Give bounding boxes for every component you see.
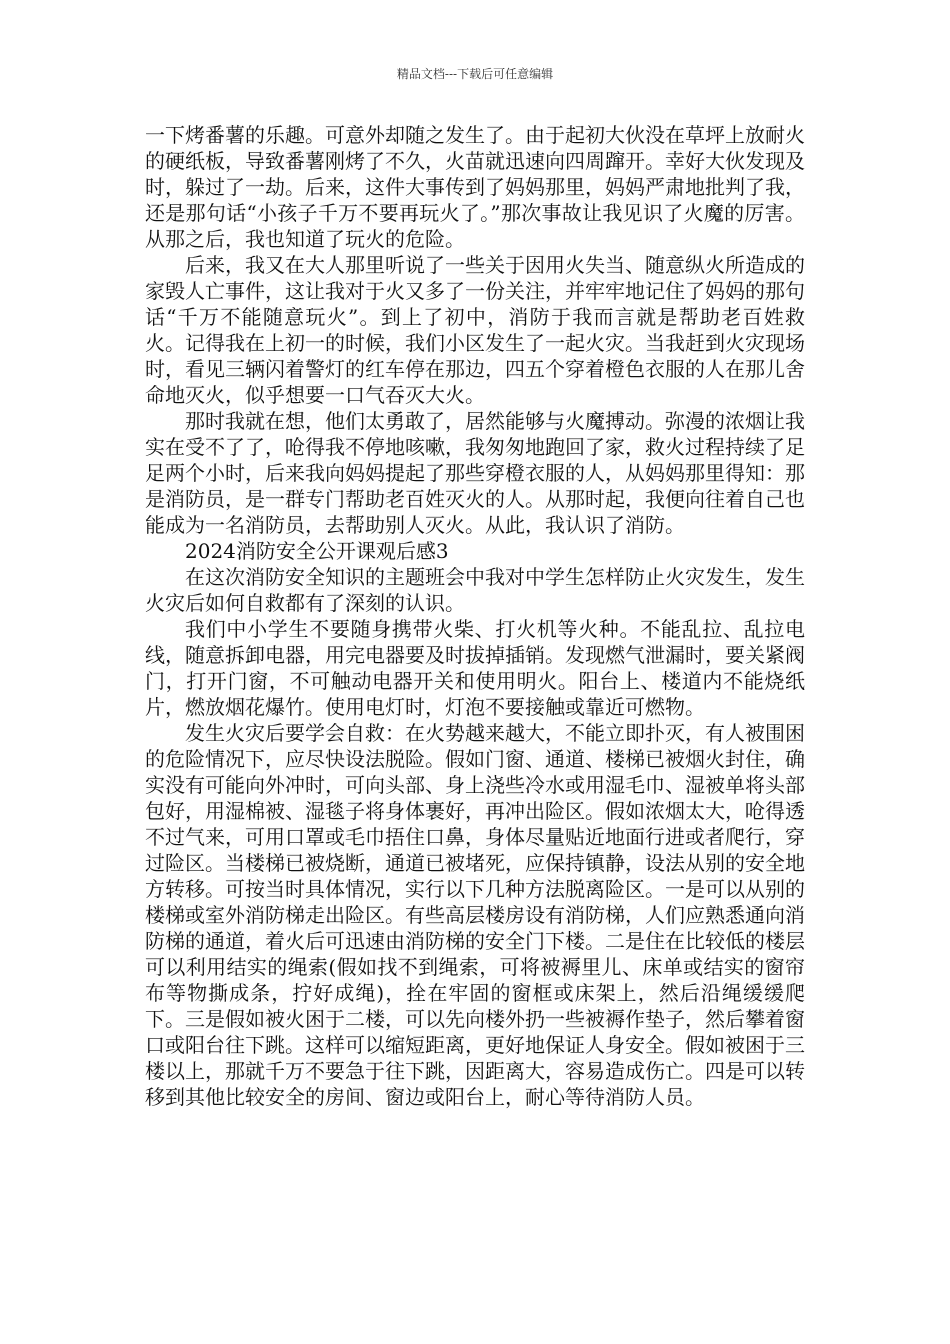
paragraph-continued: 一下烤番薯的乐趣。可意外却随之发生了。由于起初大伙没在草坪上放耐火的硬纸板，导致番薯刚烤了不久，火苗就迅速向四周蹿开。幸好大伙发现及时，躲过了一劫。后来，这件大事传到了妈妈那里，妈妈严肃地批判了我，还是那句话“小孩子千万不要再玩火了。”那次事故让我见识了火魔的厉害。从那之后，我也知道了玩火的危险。 [145, 123, 805, 251]
paragraph: 在这次消防安全知识的主题班会中我对中学生怎样防止火灾发生，发生火灾后如何自救都有了深刻的认识。 [145, 565, 805, 615]
paragraph: 那时我就在想，他们太勇敢了，居然能够与火魔搏动。弥漫的浓烟让我实在受不了了，呛得我不停地咳嗽，我匆匆地跑回了家，救火过程持续了足足两个小时，后来我向妈妈提起了那些穿橙衣服的人，从妈妈那里得知：那是消防员，是一群专门帮助老百姓灭火的人。从那时起，我便向往着自己也能成为一名消防员，去帮助别人灭火。从此，我认识了消防。 [145, 409, 805, 537]
paragraph: 我们中小学生不要随身携带火柴、打火机等火种。不能乱拉、乱拉电线，随意拆卸电器，用完电器要及时拔掉插销。发现燃气泄漏时，要关紧阀门，打开门窗，不可触动电器开关和使用明火。阳台上、楼道内不能烧纸片，燃放烟花爆竹。使用电灯时，灯泡不要接触或靠近可燃物。 [145, 617, 805, 719]
document-body [145, 122, 805, 1110]
paragraph: 发生火灾后要学会自救：在火势越来越大，不能立即扑灭，有人被围困的危险情况下，应尽快设法脱险。假如门窗、通道、楼梯已被烟火封住，确实没有可能向外冲时，可向头部、身上浇些冷水或用湿毛巾、湿被单将头部包好，用湿棉被、湿毯子将身体裹好，再冲出险区。假如浓烟太大，呛得透不过气来，可用口罩或毛巾捂住口鼻，身体尽量贴近地面行进或者爬行，穿过险区。当楼梯已被烧断，通道已被堵死，应保持镇静，设法从别的安全地方转移。可按当时具体情况，实行以下几种方法脱离险区。一是可以从别的楼梯或室外消防梯走出险区。有些高层楼房设有消防梯，人们应熟悉通向消防梯的通道，着火后可迅速由消防梯的安全门下楼。二是住在比较低的楼层可以利用结实的绳索(假如找不到绳索，可将被褥里儿、床单或结实的窗帘布等物撕成条，拧好成绳)，拴在牢固的窗框或床架上，然后沿绳缓缓爬下。三是假如被火困于二楼，可以先向楼外扔一些被褥作垫子，然后攀着窗口或阳台往下跳。这样可以缩短距离，更好地保证人身安全。假如被困于三楼以上，那就千万不要急于往下跳，因距离大，容易造成伤亡。四是可以转移到其他比较安全的房间、窗边或阳台上，耐心等待消防人员。 [145, 721, 805, 1109]
section-heading: 2024消防安全公开课观后感3 [185, 539, 449, 563]
paragraph: 后来，我又在大人那里听说了一些关于因用火失当、随意纵火所造成的家毁人亡事件，这让我对于火又多了一份关注，并牢牢地记住了妈妈的那句话“千万不能随意玩火”。到上了初中，消防于我而言就是帮助老百姓救火。记得我在上初一的时候，我们小区发生了一起火灾。当我赶到火灾现场时，看见三辆闪着警灯的红车停在那边，四五个穿着橙色衣服的人在那儿舍命地灭火，似乎想要一口气吞灭大火。 [145, 253, 805, 407]
page-header: 精品文档---下载后可任意编辑 [396, 67, 554, 81]
